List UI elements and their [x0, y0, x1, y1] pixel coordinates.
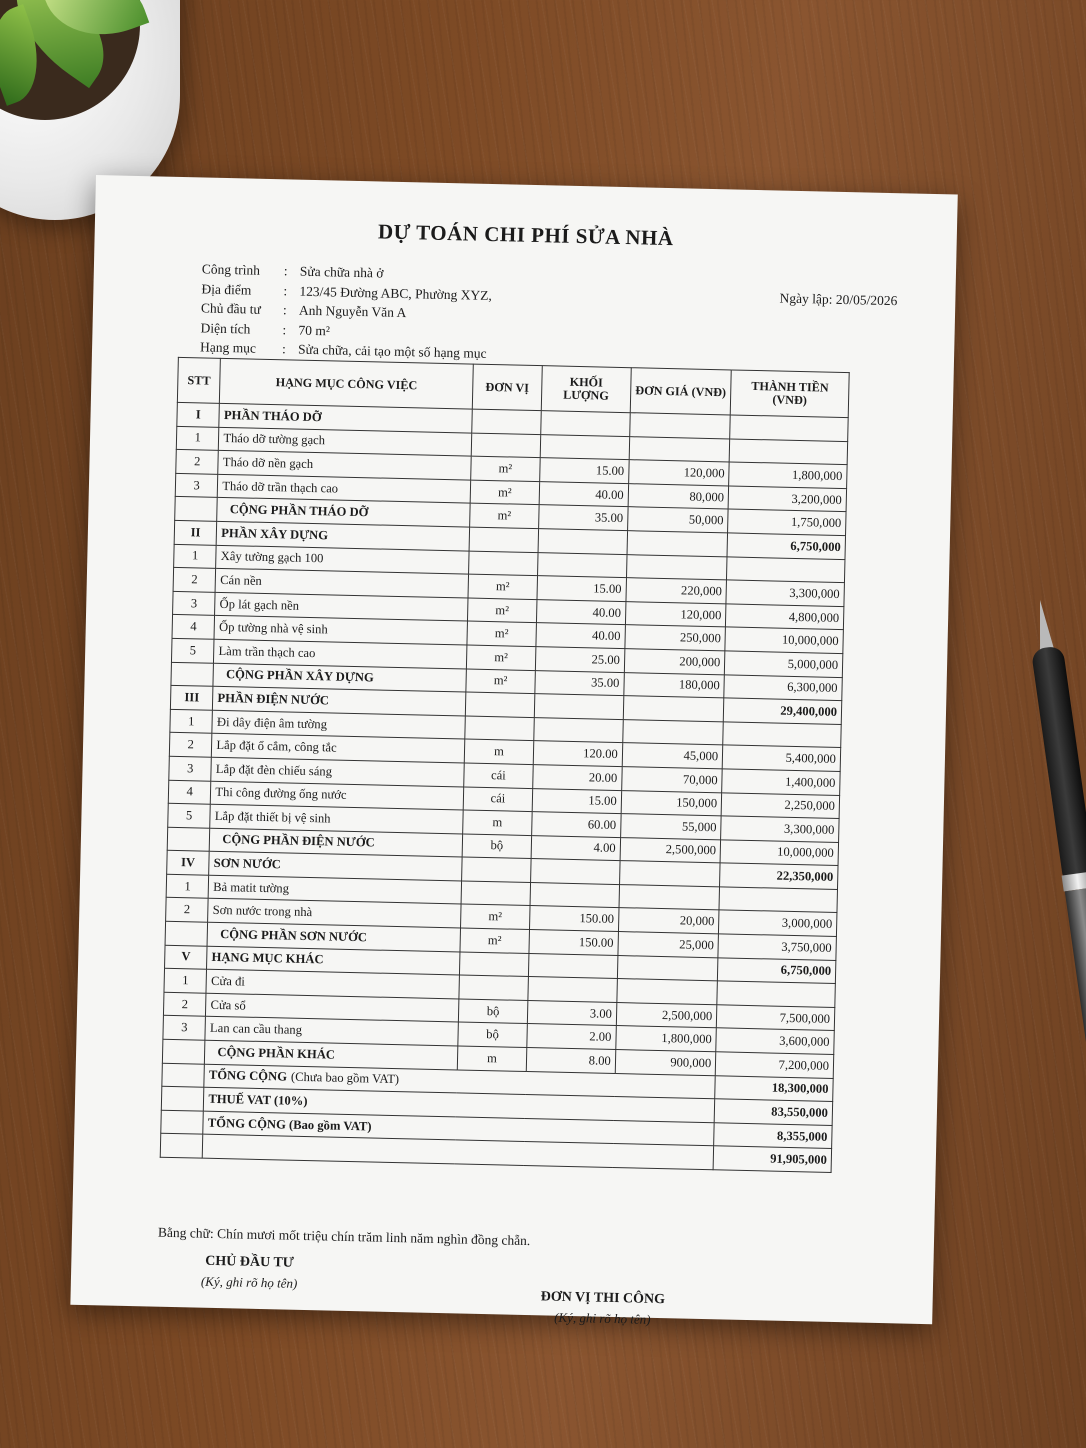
- row-total: 3,600,000: [716, 1028, 834, 1054]
- row-name: Tháo dỡ nền gạch: [218, 451, 471, 480]
- row-name: Làm trần thạch cao: [214, 639, 467, 668]
- row-qty: [534, 694, 623, 720]
- row-stt: [167, 827, 210, 852]
- row-price: [623, 719, 724, 745]
- summary-note: (Chưa bao gồm VAT): [290, 1070, 400, 1087]
- row-qty: 3.00: [527, 1000, 616, 1026]
- row-stt: 3: [175, 473, 218, 498]
- row-stt: 1: [166, 874, 209, 899]
- row-price: 2,500,000: [616, 1002, 717, 1028]
- row-qty: 35.00: [539, 505, 628, 531]
- row-stt: [165, 921, 208, 946]
- row-stt: 1: [164, 969, 207, 994]
- info-label: Địa điểm: [201, 280, 252, 298]
- contractor-signature-title: ĐƠN VỊ THI CÔNG: [540, 1289, 666, 1308]
- row-total: 10,000,000: [725, 627, 843, 653]
- row-unit: m²: [470, 503, 539, 528]
- row-total: 2,250,000: [721, 792, 839, 818]
- row-unit: [469, 527, 538, 552]
- row-unit: m²: [460, 928, 529, 953]
- info-value: Sửa chữa nhà ở: [299, 263, 384, 281]
- row-unit: [465, 692, 534, 717]
- info-value: Sửa chữa, cải tạo một số hạng mục: [297, 341, 487, 361]
- row-total: 1,800,000: [729, 462, 847, 488]
- row-name: CỘNG PHẦN THÁO DỠ: [217, 498, 470, 527]
- row-unit: [459, 952, 528, 977]
- row-unit: m: [457, 1046, 526, 1071]
- pen: [1010, 596, 1086, 1199]
- row-name: Ốp lát gạch nền: [215, 592, 468, 621]
- summary-total: 91,905,000: [713, 1146, 831, 1172]
- row-stt: 3: [163, 1016, 206, 1041]
- row-stt: I: [177, 402, 220, 427]
- info-label: Chủ đầu tư: [200, 300, 261, 317]
- row-name: Cán nền: [215, 568, 468, 597]
- row-unit: m: [464, 739, 533, 764]
- row-price: 900,000: [615, 1050, 716, 1076]
- row-name: Đi dây điện âm tường: [212, 710, 465, 739]
- document-title: DỰ TOÁN CHI PHÍ SỬA NHÀ: [377, 219, 674, 251]
- summary-body: [160, 1063, 833, 1173]
- row-name: CỘNG PHẦN ĐIỆN NƯỚC: [210, 828, 463, 857]
- pen-barrel: [1031, 645, 1086, 877]
- info-colon: :: [283, 282, 288, 298]
- row-total: [727, 556, 845, 582]
- row-qty: [530, 859, 619, 885]
- row-price: [627, 531, 728, 557]
- row-price: 120,000: [628, 460, 729, 486]
- row-total: 3,200,000: [728, 486, 846, 512]
- header-name: HẠNG MỤC CÔNG VIỆC: [220, 358, 474, 409]
- info-colon: :: [281, 341, 287, 357]
- estimate-table: [160, 357, 850, 1173]
- row-price: 1,800,000: [616, 1026, 717, 1052]
- row-price: [629, 436, 730, 462]
- summary-total: 8,355,000: [714, 1123, 832, 1149]
- row-stt: 2: [176, 450, 219, 475]
- row-qty: [530, 882, 619, 908]
- info-label: Diện tích: [200, 319, 251, 337]
- row-stt: 4: [172, 615, 215, 640]
- row-price: 250,000: [625, 625, 726, 651]
- summary-total: 18,300,000: [715, 1075, 833, 1101]
- row-stt: 2: [169, 733, 212, 758]
- row-qty: [538, 529, 627, 555]
- header-total: THÀNH TIỀN (VNĐ): [730, 370, 849, 418]
- row-unit: m²: [471, 456, 540, 481]
- row-price: [617, 979, 718, 1005]
- row-unit: m²: [470, 480, 539, 505]
- row-total: 1,750,000: [728, 509, 846, 535]
- row-stt: V: [165, 945, 208, 970]
- row-name: CỘNG PHẦN KHÁC: [205, 1040, 458, 1069]
- row-total: [723, 722, 841, 748]
- row-total: 29,400,000: [723, 698, 841, 724]
- row-total: 3,300,000: [721, 816, 839, 842]
- row-total: 6,750,000: [727, 533, 845, 559]
- summary-blank: [162, 1063, 205, 1088]
- row-unit: [461, 881, 530, 906]
- row-price: 220,000: [626, 578, 727, 604]
- row-price: [626, 554, 727, 580]
- header-price: ĐƠN GIÁ (VNĐ): [630, 368, 731, 415]
- row-name: Lan can cầu thang: [205, 1017, 458, 1046]
- summary-blank: [160, 1134, 203, 1159]
- summary-blank: [161, 1110, 204, 1135]
- row-qty: 120.00: [533, 741, 622, 767]
- row-unit: m: [463, 810, 532, 835]
- pen-tip: [1033, 599, 1054, 650]
- row-stt: 5: [168, 803, 211, 828]
- row-qty: 2.00: [527, 1024, 616, 1050]
- row-total: 4,800,000: [726, 604, 844, 630]
- row-price: 50,000: [627, 507, 728, 533]
- summary-label: TỔNG CỘNG (Bao gồm VAT): [207, 1115, 372, 1134]
- row-qty: 20.00: [533, 764, 622, 790]
- row-stt: 3: [169, 756, 212, 781]
- row-price: 180,000: [624, 672, 725, 698]
- row-qty: 25.00: [535, 647, 624, 673]
- row-unit: cái: [464, 763, 533, 788]
- row-qty: 40.00: [536, 623, 625, 649]
- row-total: 3,000,000: [719, 910, 837, 936]
- row-name: Cửa đi: [206, 969, 459, 998]
- row-qty: [540, 434, 629, 460]
- row-name: PHẦN ĐIỆN NƯỚC: [213, 686, 466, 715]
- row-unit: bộ: [458, 999, 527, 1024]
- row-unit: bộ: [458, 1022, 527, 1047]
- row-name: PHẦN THÁO DỠ: [219, 403, 472, 432]
- info-colon: :: [283, 263, 288, 279]
- row-total: [730, 415, 848, 441]
- row-total: 3,750,000: [718, 934, 836, 960]
- info-colon: :: [282, 302, 287, 318]
- row-stt: IV: [167, 851, 210, 876]
- row-qty: [541, 411, 630, 437]
- row-qty: [537, 552, 626, 578]
- row-stt: 1: [176, 426, 219, 451]
- row-name: Thi công đường ống nước: [211, 781, 464, 810]
- row-unit: m²: [466, 645, 535, 670]
- owner-signature-title: CHỦ ĐẦU TƯ: [205, 1253, 295, 1271]
- row-price: 120,000: [625, 601, 726, 627]
- estimate-document: [70, 175, 957, 1327]
- row-name: Cửa sổ: [206, 993, 459, 1022]
- info-colon: :: [282, 321, 287, 337]
- row-name: Lắp đặt ổ cắm, công tắc: [212, 734, 465, 763]
- info-value: 123/45 Đường ABC, Phường XYZ,: [299, 283, 492, 303]
- row-stt: II: [174, 520, 217, 545]
- row-qty: 15.00: [532, 788, 621, 814]
- row-price: 20,000: [618, 908, 719, 934]
- row-unit: [471, 433, 540, 458]
- row-qty: [528, 977, 617, 1003]
- row-stt: 2: [163, 992, 206, 1017]
- row-stt: [162, 1039, 205, 1064]
- row-qty: 60.00: [532, 812, 621, 838]
- summary-label: THUẾ VAT (10%): [208, 1091, 308, 1109]
- owner-signature: [201, 1254, 298, 1292]
- info-label: Hạng mục: [199, 339, 257, 356]
- row-unit: m²: [466, 669, 535, 694]
- project-info: [200, 259, 493, 363]
- summary-total: 83,550,000: [714, 1099, 832, 1125]
- row-total: 6,750,000: [718, 957, 836, 983]
- row-unit: m²: [467, 621, 536, 646]
- row-price: [619, 884, 720, 910]
- row-name: Bả matit tường: [208, 875, 461, 904]
- row-qty: 4.00: [531, 835, 620, 861]
- row-unit: m²: [460, 904, 529, 929]
- row-total: 7,500,000: [717, 1005, 835, 1031]
- row-stt: III: [170, 685, 213, 710]
- amount-in-words: Bằng chữ: Chín mươi mốt triệu chín trăm linh năm nghìn đồng chẵn.: [157, 1224, 531, 1249]
- row-price: 150,000: [621, 790, 722, 816]
- row-name: Tháo dỡ trần thạch cao: [218, 474, 471, 503]
- row-name: HẠNG MỤC KHÁC: [207, 946, 460, 975]
- row-qty: 15.00: [540, 458, 629, 484]
- info-value: 70 m²: [298, 322, 331, 338]
- row-price: 25,000: [618, 932, 719, 958]
- row-total: 7,200,000: [715, 1052, 833, 1078]
- summary-blank: [161, 1086, 204, 1111]
- row-qty: [534, 717, 623, 743]
- row-stt: 2: [166, 898, 209, 923]
- row-total: 3,300,000: [726, 580, 844, 606]
- summary-label: TỔNG CỘNG: [208, 1068, 288, 1084]
- row-stt: [175, 497, 218, 522]
- row-price: 70,000: [621, 766, 722, 792]
- row-unit: [472, 409, 541, 434]
- row-stt: 5: [171, 638, 214, 663]
- contractor-signature: [540, 1289, 665, 1328]
- row-stt: [171, 662, 214, 687]
- owner-signature-note: (Ký, ghi rõ họ tên): [200, 1273, 298, 1291]
- row-price: [617, 955, 718, 981]
- row-price: 200,000: [624, 649, 725, 675]
- row-qty: 8.00: [526, 1048, 615, 1074]
- row-name: CỘNG PHẦN SƠN NƯỚC: [207, 922, 460, 951]
- row-stt: 1: [170, 709, 213, 734]
- row-stt: 3: [173, 591, 216, 616]
- row-price: [629, 413, 730, 439]
- row-qty: 15.00: [537, 576, 626, 602]
- row-total: 10,000,000: [720, 840, 838, 866]
- row-qty: 40.00: [539, 481, 628, 507]
- row-total: [717, 981, 835, 1007]
- header-unit: ĐƠN VỊ: [472, 364, 542, 411]
- row-price: [623, 696, 724, 722]
- row-total: 22,350,000: [720, 863, 838, 889]
- row-qty: 35.00: [535, 670, 624, 696]
- row-total: 1,400,000: [722, 769, 840, 795]
- row-unit: [469, 551, 538, 576]
- row-unit: m²: [467, 598, 536, 623]
- row-total: 5,000,000: [725, 651, 843, 677]
- row-price: 55,000: [620, 814, 721, 840]
- row-unit: cái: [463, 786, 532, 811]
- row-name: Lắp đặt thiết bị vệ sinh: [210, 804, 463, 833]
- info-value: Anh Nguyễn Văn A: [298, 302, 407, 321]
- row-price: 2,500,000: [620, 837, 721, 863]
- row-total: [729, 439, 847, 465]
- row-name: Tháo dỡ tường gạch: [219, 427, 472, 456]
- row-name: CỘNG PHẦN XÂY DỰNG: [213, 663, 466, 692]
- row-stt: 2: [173, 568, 216, 593]
- table-body: [162, 402, 848, 1078]
- row-qty: [528, 953, 617, 979]
- row-qty: 150.00: [529, 906, 618, 932]
- row-stt: 1: [174, 544, 217, 569]
- row-price: 80,000: [628, 483, 729, 509]
- row-total: [719, 887, 837, 913]
- contractor-signature-note: (Ký, ghi rõ họ tên): [554, 1309, 651, 1327]
- row-name: SƠN NƯỚC: [209, 852, 462, 881]
- header-qty: KHỐI LƯỢNG: [541, 366, 631, 413]
- row-total: 5,400,000: [722, 745, 840, 771]
- pen-body: [1065, 887, 1086, 1198]
- row-qty: 150.00: [529, 930, 618, 956]
- header-stt: STT: [177, 357, 220, 403]
- row-unit: [462, 857, 531, 882]
- row-unit: bộ: [462, 834, 531, 859]
- row-name: Sơn nước trong nhà: [208, 899, 461, 928]
- row-name: Ốp tường nhà vệ sinh: [214, 616, 467, 645]
- row-price: 45,000: [622, 743, 723, 769]
- row-name: Lắp đặt đèn chiếu sáng: [211, 757, 464, 786]
- row-name: Xây tường gạch 100: [216, 545, 469, 574]
- creation-date: Ngày lập: 20/05/2026: [779, 290, 898, 309]
- row-stt: 4: [168, 780, 211, 805]
- row-unit: [459, 975, 528, 1000]
- row-name: PHẦN XÂY DỰNG: [216, 521, 469, 550]
- info-label: Công trình: [201, 261, 261, 278]
- row-price: [619, 861, 720, 887]
- row-unit: [465, 716, 534, 741]
- row-unit: m²: [468, 574, 537, 599]
- row-total: 6,300,000: [724, 674, 842, 700]
- row-qty: 40.00: [536, 599, 625, 625]
